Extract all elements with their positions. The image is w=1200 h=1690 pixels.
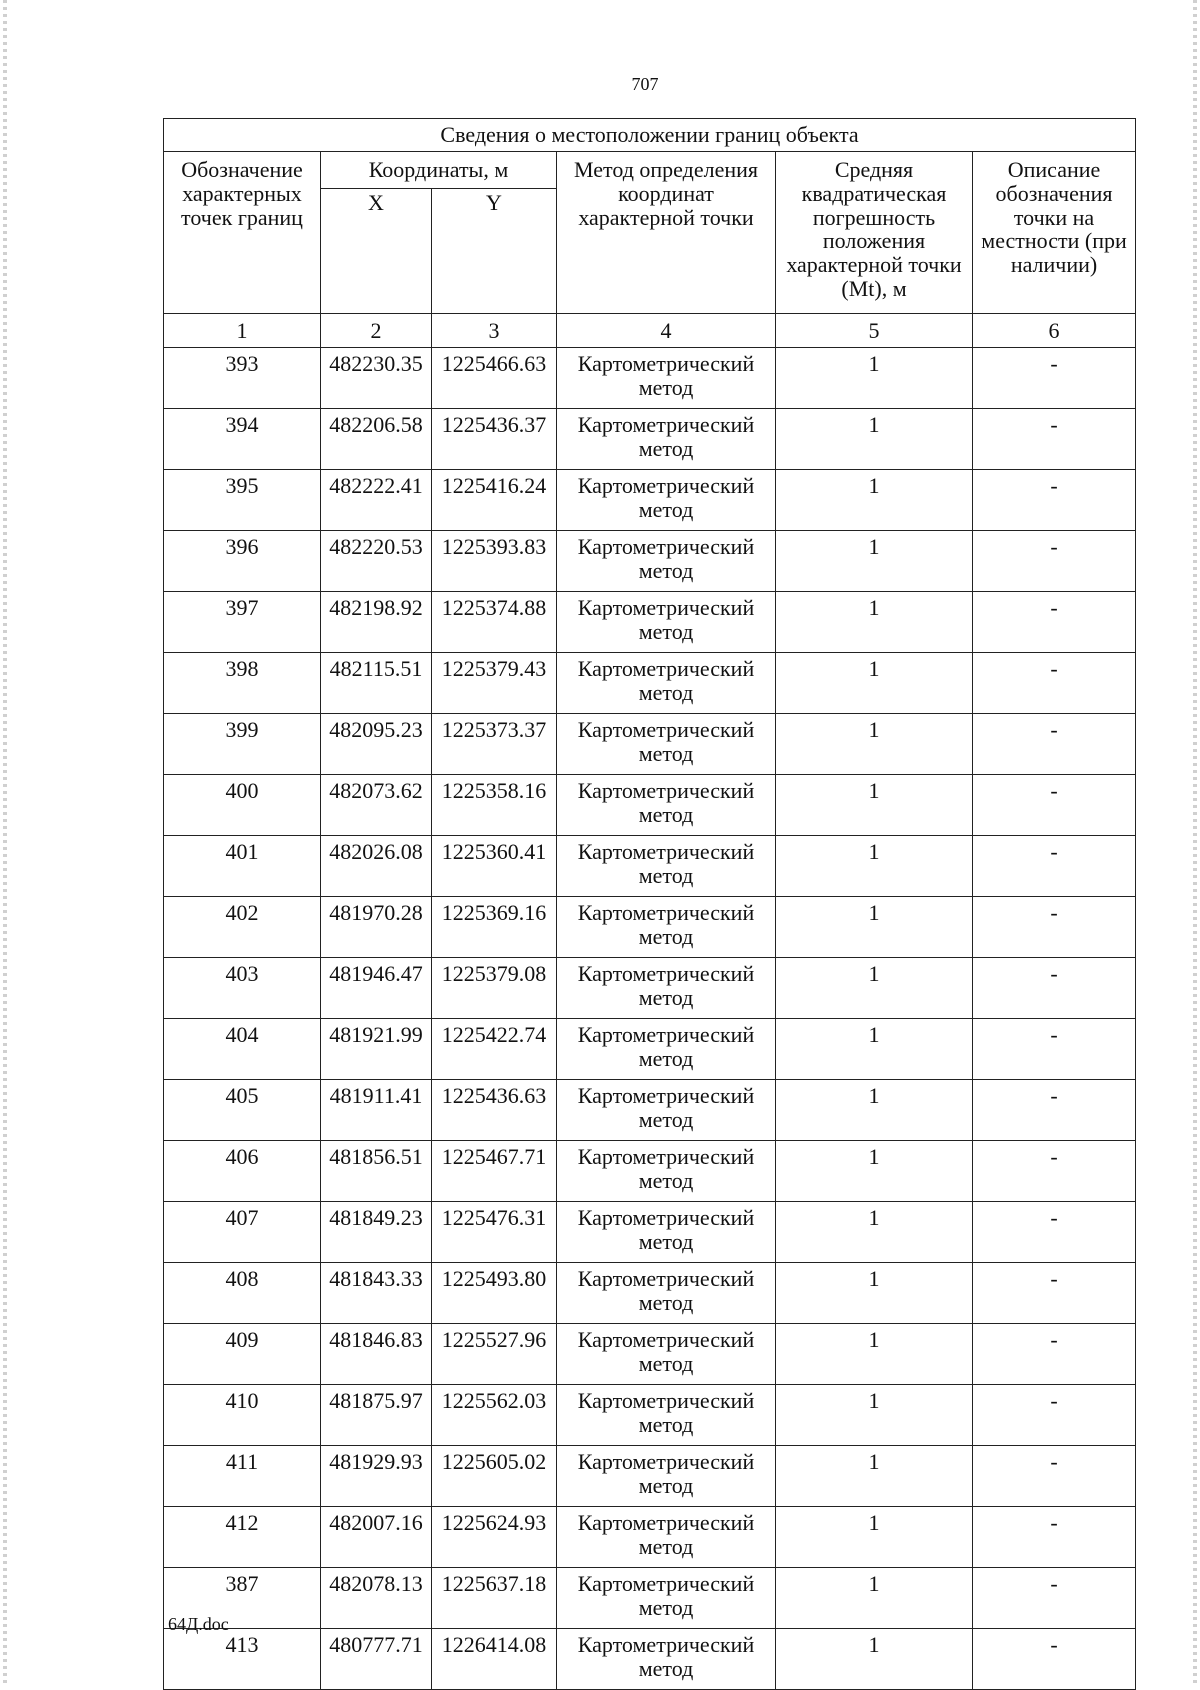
point-number-cell: 406 xyxy=(164,1141,321,1202)
table-row xyxy=(164,592,1136,653)
method-cell: Картометрический метод xyxy=(557,409,776,470)
error-cell: 1 xyxy=(776,1019,973,1080)
error-cell: 1 xyxy=(776,348,973,409)
method-cell: Картометрический метод xyxy=(557,836,776,897)
description-cell: - xyxy=(973,897,1136,958)
y-coordinate-cell: 1225373.37 xyxy=(432,714,557,775)
method-cell: Картометрический метод xyxy=(557,1324,776,1385)
error-cell: 1 xyxy=(776,1568,973,1629)
table-row xyxy=(164,1324,1136,1385)
point-number-cell: 395 xyxy=(164,470,321,531)
method-cell: Картометрический метод xyxy=(557,348,776,409)
header-y: Y xyxy=(432,189,557,314)
x-coordinate-cell: 482073.62 xyxy=(321,775,432,836)
table-row xyxy=(164,1202,1136,1263)
table-row xyxy=(164,1141,1136,1202)
y-coordinate-cell: 1225637.18 xyxy=(432,1568,557,1629)
method-cell: Картометрический метод xyxy=(557,1263,776,1324)
description-cell: - xyxy=(973,1568,1136,1629)
y-coordinate-cell: 1225467.71 xyxy=(432,1141,557,1202)
x-coordinate-cell: 481843.33 xyxy=(321,1263,432,1324)
header-point-description: Описание обозначения точки на местности (при наличии) xyxy=(973,152,1136,314)
table-row xyxy=(164,1385,1136,1446)
method-cell: Картометрический метод xyxy=(557,1019,776,1080)
description-cell: - xyxy=(973,1019,1136,1080)
point-number-cell: 393 xyxy=(164,348,321,409)
y-coordinate-cell: 1225369.16 xyxy=(432,897,557,958)
description-cell: - xyxy=(973,958,1136,1019)
table-row xyxy=(164,470,1136,531)
header-method: Метод определения координат характерной точки xyxy=(557,152,776,314)
scan-edge-left xyxy=(3,0,7,1686)
table-row xyxy=(164,348,1136,409)
description-cell: - xyxy=(973,470,1136,531)
y-coordinate-cell: 1225379.43 xyxy=(432,653,557,714)
header-point-designation: Обозначение характерных точек границ xyxy=(164,152,321,314)
method-cell: Картометрический метод xyxy=(557,531,776,592)
header-mean-square-error: Средняя квадратическая погрешность положения характерной точки (Mt), м xyxy=(776,152,973,314)
point-number-cell: 397 xyxy=(164,592,321,653)
error-cell: 1 xyxy=(776,531,973,592)
point-number-cell: 400 xyxy=(164,775,321,836)
table-row xyxy=(164,958,1136,1019)
description-cell: - xyxy=(973,531,1136,592)
header-coordinates: Координаты, м xyxy=(321,152,557,189)
point-number-cell: 403 xyxy=(164,958,321,1019)
column-number: 6 xyxy=(973,314,1136,348)
x-coordinate-cell: 481875.97 xyxy=(321,1385,432,1446)
error-cell: 1 xyxy=(776,836,973,897)
x-coordinate-cell: 481846.83 xyxy=(321,1324,432,1385)
x-coordinate-cell: 480777.71 xyxy=(321,1629,432,1690)
y-coordinate-cell: 1225358.16 xyxy=(432,775,557,836)
point-number-cell: 408 xyxy=(164,1263,321,1324)
description-cell: - xyxy=(973,1385,1136,1446)
method-cell: Картометрический метод xyxy=(557,1141,776,1202)
table-row xyxy=(164,775,1136,836)
y-coordinate-cell: 1225527.96 xyxy=(432,1324,557,1385)
point-number-cell: 398 xyxy=(164,653,321,714)
description-cell: - xyxy=(973,409,1136,470)
column-number-row xyxy=(164,314,1136,348)
y-coordinate-cell: 1225422.74 xyxy=(432,1019,557,1080)
x-coordinate-cell: 482220.53 xyxy=(321,531,432,592)
document-filename: 64Д.doc xyxy=(168,1614,229,1634)
error-cell: 1 xyxy=(776,775,973,836)
description-cell: - xyxy=(973,714,1136,775)
table-caption-row xyxy=(164,119,1136,152)
x-coordinate-cell: 481911.41 xyxy=(321,1080,432,1141)
x-coordinate-cell: 482198.92 xyxy=(321,592,432,653)
point-number-cell: 411 xyxy=(164,1446,321,1507)
error-cell: 1 xyxy=(776,1202,973,1263)
x-coordinate-cell: 481946.47 xyxy=(321,958,432,1019)
point-number-cell: 399 xyxy=(164,714,321,775)
x-coordinate-cell: 481921.99 xyxy=(321,1019,432,1080)
description-cell: - xyxy=(973,1507,1136,1568)
error-cell: 1 xyxy=(776,897,973,958)
description-cell: - xyxy=(973,653,1136,714)
point-number-cell: 405 xyxy=(164,1080,321,1141)
table-row xyxy=(164,653,1136,714)
description-cell: - xyxy=(973,836,1136,897)
method-cell: Картометрический метод xyxy=(557,1446,776,1507)
y-coordinate-cell: 1225436.63 xyxy=(432,1080,557,1141)
method-cell: Картометрический метод xyxy=(557,1080,776,1141)
error-cell: 1 xyxy=(776,1080,973,1141)
error-cell: 1 xyxy=(776,1507,973,1568)
error-cell: 1 xyxy=(776,714,973,775)
method-cell: Картометрический метод xyxy=(557,714,776,775)
table-row xyxy=(164,714,1136,775)
x-coordinate-cell: 481970.28 xyxy=(321,897,432,958)
y-coordinate-cell: 1225624.93 xyxy=(432,1507,557,1568)
table-caption: Сведения о местоположении границ объекта xyxy=(164,119,1136,152)
page-number: 707 xyxy=(631,74,659,94)
point-number-cell: 410 xyxy=(164,1385,321,1446)
y-coordinate-cell: 1226414.08 xyxy=(432,1629,557,1690)
y-coordinate-cell: 1225476.31 xyxy=(432,1202,557,1263)
method-cell: Картометрический метод xyxy=(557,1568,776,1629)
description-cell: - xyxy=(973,592,1136,653)
description-cell: - xyxy=(973,1446,1136,1507)
table-row xyxy=(164,1446,1136,1507)
column-number: 4 xyxy=(557,314,776,348)
table-row xyxy=(164,1629,1136,1690)
point-number-cell: 396 xyxy=(164,531,321,592)
x-coordinate-cell: 482095.23 xyxy=(321,714,432,775)
y-coordinate-cell: 1225466.63 xyxy=(432,348,557,409)
y-coordinate-cell: 1225436.37 xyxy=(432,409,557,470)
description-cell: - xyxy=(973,1263,1136,1324)
header-row xyxy=(164,152,1136,189)
description-cell: - xyxy=(973,1141,1136,1202)
point-number-cell: 394 xyxy=(164,409,321,470)
x-coordinate-cell: 482007.16 xyxy=(321,1507,432,1568)
x-coordinate-cell: 482115.51 xyxy=(321,653,432,714)
boundary-coordinates-table xyxy=(163,118,1136,1690)
error-cell: 1 xyxy=(776,1629,973,1690)
method-cell: Картометрический метод xyxy=(557,653,776,714)
header-x: X xyxy=(321,189,432,314)
column-number: 2 xyxy=(321,314,432,348)
error-cell: 1 xyxy=(776,1385,973,1446)
x-coordinate-cell: 482206.58 xyxy=(321,409,432,470)
method-cell: Картометрический метод xyxy=(557,1385,776,1446)
method-cell: Картометрический метод xyxy=(557,1507,776,1568)
method-cell: Картометрический метод xyxy=(557,592,776,653)
point-number-cell: 402 xyxy=(164,897,321,958)
point-number-cell: 409 xyxy=(164,1324,321,1385)
table-row xyxy=(164,409,1136,470)
x-coordinate-cell: 482026.08 xyxy=(321,836,432,897)
description-cell: - xyxy=(973,775,1136,836)
table-row xyxy=(164,1263,1136,1324)
description-cell: - xyxy=(973,1080,1136,1141)
x-coordinate-cell: 481929.93 xyxy=(321,1446,432,1507)
y-coordinate-cell: 1225605.02 xyxy=(432,1446,557,1507)
column-number: 1 xyxy=(164,314,321,348)
table-row xyxy=(164,531,1136,592)
method-cell: Картометрический метод xyxy=(557,1629,776,1690)
x-coordinate-cell: 482222.41 xyxy=(321,470,432,531)
error-cell: 1 xyxy=(776,1263,973,1324)
description-cell: - xyxy=(973,1324,1136,1385)
table-row xyxy=(164,836,1136,897)
y-coordinate-cell: 1225562.03 xyxy=(432,1385,557,1446)
y-coordinate-cell: 1225416.24 xyxy=(432,470,557,531)
table-row xyxy=(164,1019,1136,1080)
y-coordinate-cell: 1225374.88 xyxy=(432,592,557,653)
table-row xyxy=(164,1080,1136,1141)
error-cell: 1 xyxy=(776,653,973,714)
column-number: 3 xyxy=(432,314,557,348)
point-number-cell: 401 xyxy=(164,836,321,897)
point-number-cell: 404 xyxy=(164,1019,321,1080)
y-coordinate-cell: 1225360.41 xyxy=(432,836,557,897)
table-row xyxy=(164,897,1136,958)
error-cell: 1 xyxy=(776,958,973,1019)
description-cell: - xyxy=(973,348,1136,409)
error-cell: 1 xyxy=(776,409,973,470)
x-coordinate-cell: 481856.51 xyxy=(321,1141,432,1202)
point-number-cell: 412 xyxy=(164,1507,321,1568)
error-cell: 1 xyxy=(776,470,973,531)
point-number-cell: 407 xyxy=(164,1202,321,1263)
y-coordinate-cell: 1225393.83 xyxy=(432,531,557,592)
method-cell: Картометрический метод xyxy=(557,470,776,531)
scan-edge-right xyxy=(1193,0,1197,1686)
x-coordinate-cell: 482078.13 xyxy=(321,1568,432,1629)
y-coordinate-cell: 1225493.80 xyxy=(432,1263,557,1324)
description-cell: - xyxy=(973,1202,1136,1263)
method-cell: Картометрический метод xyxy=(557,958,776,1019)
x-coordinate-cell: 482230.35 xyxy=(321,348,432,409)
y-coordinate-cell: 1225379.08 xyxy=(432,958,557,1019)
error-cell: 1 xyxy=(776,592,973,653)
column-number: 5 xyxy=(776,314,973,348)
description-cell: - xyxy=(973,1629,1136,1690)
error-cell: 1 xyxy=(776,1324,973,1385)
method-cell: Картометрический метод xyxy=(557,775,776,836)
point-number-cell: 387 xyxy=(164,1568,321,1629)
error-cell: 1 xyxy=(776,1141,973,1202)
table-row xyxy=(164,1507,1136,1568)
method-cell: Картометрический метод xyxy=(557,897,776,958)
method-cell: Картометрический метод xyxy=(557,1202,776,1263)
error-cell: 1 xyxy=(776,1446,973,1507)
point-number-cell: 413 xyxy=(164,1629,321,1690)
table-row xyxy=(164,1568,1136,1629)
x-coordinate-cell: 481849.23 xyxy=(321,1202,432,1263)
